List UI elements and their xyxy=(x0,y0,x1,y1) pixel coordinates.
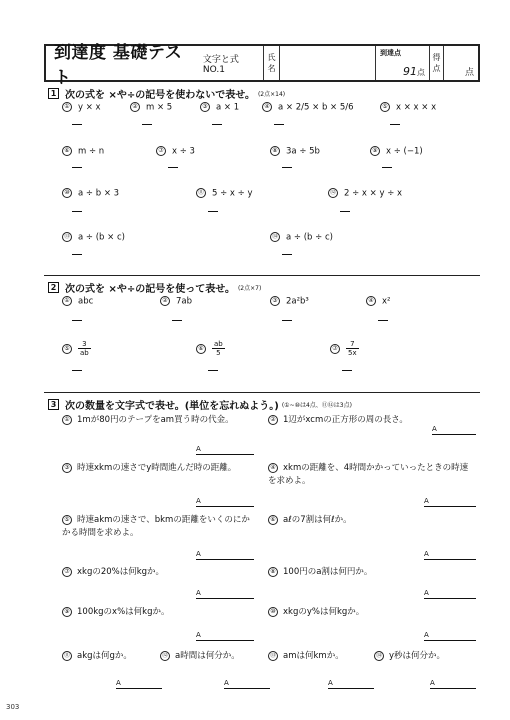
s2-q1: ① abc xyxy=(62,296,93,307)
section2-note: (2点×7) xyxy=(237,285,262,292)
s3-q1: ① 1mが80円のテープをam買う時の代金。 xyxy=(62,414,252,427)
target-label: 到達点 xyxy=(380,49,401,57)
answer-blank[interactable] xyxy=(282,320,292,321)
s3-q10: ⑩ xkgのy%は何kgか。 xyxy=(268,606,458,619)
s3-q13: ⑬ amは何kmか。 xyxy=(269,651,344,661)
section3-text: 次の数量を文字式で表せ。(単位を忘れぬよう。) xyxy=(65,401,279,412)
answer-line[interactable]: A xyxy=(196,444,254,455)
section3-note: (①~⑩は4点、⑪⑭は3点) xyxy=(281,402,352,409)
test-subtitle: 文字と式 NO.1 xyxy=(202,54,239,75)
s3-q2: ② 1辺がxcmの正方形の周の長さ。 xyxy=(268,414,458,427)
divider xyxy=(44,275,480,276)
s2-q3: ③ 2a²b³ xyxy=(270,296,309,307)
name-field[interactable] xyxy=(280,46,376,80)
s2-q4: ④ x² xyxy=(366,296,390,307)
s3-q9: ⑨ 100kgのx%は何kgか。 xyxy=(62,606,252,619)
divider xyxy=(44,81,480,82)
s3-q14: ⑭ y秒は何分か。 xyxy=(375,651,446,661)
answer-line[interactable]: A xyxy=(424,588,476,599)
s3-q7: ⑦ xkgの20%は何kgか。 xyxy=(62,566,252,579)
answer-blank[interactable] xyxy=(282,167,292,168)
s2-q6: ⑥ $\frac{ab}{5}$ xyxy=(196,340,225,357)
answer-line[interactable]: A xyxy=(116,678,162,689)
divider xyxy=(44,392,480,393)
section3-number: 3 xyxy=(48,399,59,410)
answer-blank[interactable] xyxy=(72,370,82,371)
target-score-box xyxy=(376,46,430,80)
page-number: 303 xyxy=(6,703,20,711)
answer-blank[interactable] xyxy=(282,254,292,255)
s1-q7: ⑦ x ÷ 3 xyxy=(156,146,195,157)
section2-number: 2 xyxy=(48,282,59,293)
answer-blank[interactable] xyxy=(378,320,388,321)
s3-q3: ③ 時速xkmの速さでy時間進んだ時の距離。 xyxy=(62,462,252,475)
s1-q12: ⑫ 2 ÷ x × y ÷ x xyxy=(329,188,403,199)
section2-heading xyxy=(48,280,261,295)
answer-blank[interactable] xyxy=(72,124,82,125)
title-box xyxy=(46,43,264,88)
s1-q6: ⑥ m ÷ n xyxy=(62,146,104,157)
s1-q13: ⑬ a ÷ (b × c) xyxy=(63,232,125,243)
got-label-2: 点 xyxy=(432,64,441,73)
answer-line[interactable]: A xyxy=(196,496,254,507)
s1-q2: ② m × 5 xyxy=(130,102,172,113)
section3-heading xyxy=(48,397,352,412)
answer-blank[interactable] xyxy=(208,370,218,371)
fraction: $\frac{3}{ab}$ xyxy=(80,340,89,357)
answer-line[interactable]: A xyxy=(424,630,476,641)
name-label xyxy=(264,46,280,80)
section1-number: 1 xyxy=(48,88,59,99)
s3-q4: ④ xkmの距離を、4時間かかっていったときの時速を求めよ。 xyxy=(268,463,469,486)
answer-blank[interactable] xyxy=(142,124,152,125)
section1-text: 次の式を ×や÷の記号を使わないで表せ。 xyxy=(65,90,255,101)
s2-q5: ⑤ $\frac{3}{ab}$ xyxy=(62,340,91,357)
answer-blank[interactable] xyxy=(212,124,222,125)
answer-line[interactable]: A xyxy=(328,678,374,689)
s1-q9: ⑨ x ÷ (−1) xyxy=(370,146,423,157)
s3-q11: ⑪ akgは何gか。 xyxy=(63,651,132,661)
s1-q11: ⑪ 5 ÷ x ÷ y xyxy=(197,188,253,199)
target-value: 91点 xyxy=(403,65,425,78)
s2-q2: ② 7ab xyxy=(160,296,192,307)
answer-blank[interactable] xyxy=(390,124,400,125)
s3-q6: ⑥ aℓの7割は何ℓか。 xyxy=(268,514,458,527)
answer-blank[interactable] xyxy=(72,320,82,321)
answer-blank[interactable] xyxy=(208,211,218,212)
section1-note: (2点×14) xyxy=(257,91,286,98)
fraction: $\frac{ab}{5}$ xyxy=(214,340,223,357)
answer-blank[interactable] xyxy=(72,254,82,255)
section2-text: 次の式を ×や÷の記号を使って表せ。 xyxy=(65,284,235,295)
s1-q4: ④ a × 2/5 × b × 5/6 xyxy=(262,102,354,113)
answer-blank[interactable] xyxy=(274,124,284,125)
got-label-1: 得 xyxy=(432,53,441,62)
s1-q14: ⑭ a ÷ (b ÷ c) xyxy=(271,232,333,243)
answer-line[interactable]: A xyxy=(224,678,270,689)
score-field[interactable] xyxy=(444,46,478,80)
answer-blank[interactable] xyxy=(172,320,182,321)
answer-line[interactable]: A xyxy=(424,496,476,507)
answer-blank[interactable] xyxy=(340,211,350,212)
section1-heading xyxy=(48,86,285,101)
score-unit: 点 xyxy=(464,68,474,78)
answer-line[interactable]: A xyxy=(196,588,254,599)
s1-q3: ③ a × 1 xyxy=(200,102,239,113)
s3-q8: ⑧ 100円のa割は何円か。 xyxy=(268,566,458,579)
name-label-1: 氏 xyxy=(267,53,276,62)
got-label xyxy=(430,46,444,80)
fraction: $\frac{7}{5x}$ xyxy=(348,340,357,357)
answer-blank[interactable] xyxy=(168,167,178,168)
answer-blank[interactable] xyxy=(72,211,82,212)
s3-q5: ⑤ 時速akmの速さで、bkmの距離をいくのにかかる時間を求めよ。 xyxy=(62,515,250,538)
test-header xyxy=(44,43,480,88)
answer-blank[interactable] xyxy=(342,370,352,371)
answer-line[interactable]: A xyxy=(196,549,254,560)
test-title: 到達度 基礎テスト xyxy=(54,43,183,88)
s1-q5: ⑤ x × x × x xyxy=(380,102,436,113)
answer-line[interactable]: A xyxy=(424,549,476,560)
answer-blank[interactable] xyxy=(72,167,82,168)
answer-line[interactable]: A xyxy=(432,424,476,435)
s1-q10: ⑩ a ÷ b × 3 xyxy=(62,188,119,199)
s2-q7: ⑦ $\frac{7}{5x}$ xyxy=(330,340,359,357)
answer-blank[interactable] xyxy=(382,167,392,168)
name-label-2: 名 xyxy=(267,64,276,73)
s1-q1: ① y × x xyxy=(62,102,101,113)
s3-q12: ⑫ a時間は何分か。 xyxy=(161,651,240,661)
answer-line[interactable]: A xyxy=(196,630,254,641)
answer-line[interactable]: A xyxy=(430,678,476,689)
s1-q8: ⑧ 3a ÷ 5b xyxy=(270,146,320,157)
